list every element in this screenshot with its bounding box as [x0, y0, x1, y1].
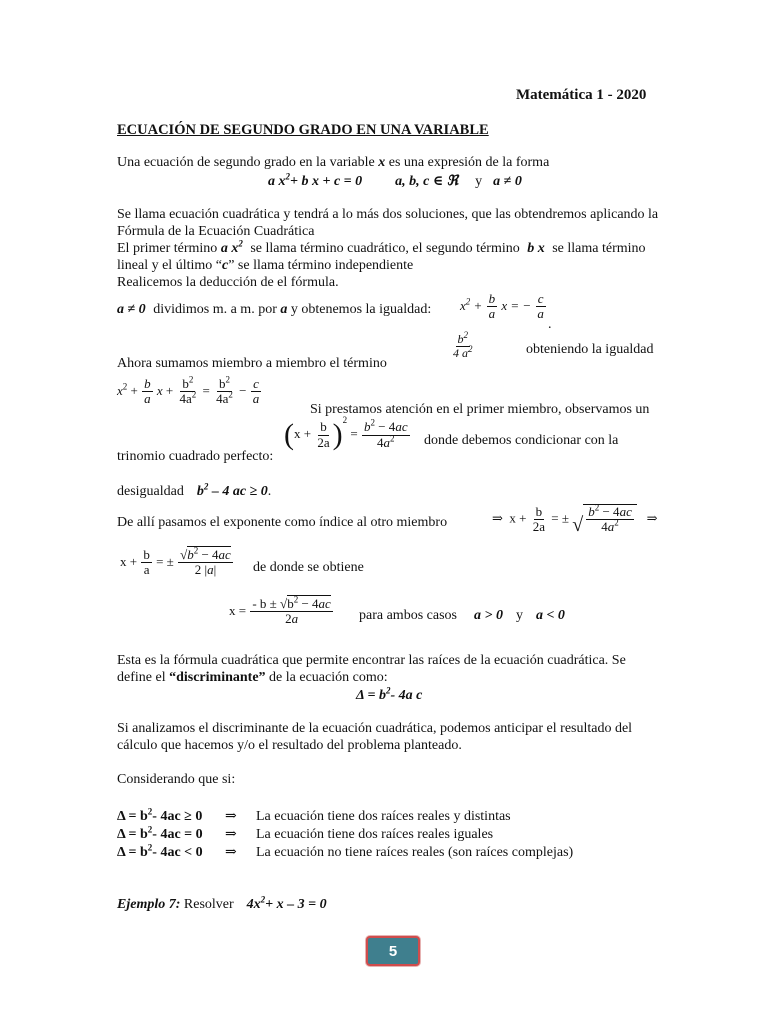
para3-line1: Si analizamos el discriminante de la ecuación cuadrática, podemos anticipar el resultado del [117, 721, 633, 736]
case-text: La ecuación tiene dos raíces reales iguales [256, 827, 494, 842]
para3-line2: cálculo que hacemos y/o el resultado del problema planteado. [117, 738, 462, 753]
deduction-step3: Si prestamos atención en el primer miembro, observamos un [310, 402, 650, 417]
case-item: $\Delta = b^2-$ 4ac < 0 [117, 842, 203, 860]
equation-divided: $x^2$ + $\frac{b}{a}$ x = − $\frac{c}{a}$ [460, 291, 544, 322]
para2-line1: Esta es la fórmula cuadrática que permite encontrar las raíces de la ecuación cuadrática. Se [117, 653, 626, 668]
case-text: La ecuación no tiene raíces reales (son raíces complejas) [256, 845, 574, 860]
course-header: Matemática 1 - 2020 [516, 87, 647, 103]
deduction-step6: De allí pasamos el exponente como índice al otro miembro [117, 515, 448, 530]
case-item: $\Delta = b^2-$ 4ac = 0 [117, 824, 203, 842]
discriminant-formula: $\Delta = b^2-$ 4a c [356, 685, 423, 703]
para2-line2: define el “discriminante” de la ecuación como: [117, 670, 388, 685]
example-7: Ejemplo 7: Resolver $4x^2+ x - 3 = 0$ [117, 894, 327, 912]
para1-line1: Se llama ecuación cuadrática y tendrá a lo más dos soluciones, que las obtendremos aplicando la [117, 207, 659, 222]
perfect-square-equation: (x + $\frac{b}{2a}$ )$^2$ = $\frac{b^2 - 4ac}{4a^2}$ [284, 415, 408, 451]
case-item: $\Delta = b^2-$ 4ac ≥ 0 [117, 806, 203, 824]
implies-icon: ⇒ [225, 827, 237, 842]
intro-line: Una ecuación de segundo grado en la variable x es una expresión de la forma [117, 155, 550, 170]
root-equation: ⇒ x + $\frac{b}{2a}$ = ± √ $\frac{b^2 - 4ac}{4a^2}$ ⇒ [492, 502, 658, 536]
para1-line2: Fórmula de la Ecuación Cuadrática [117, 224, 315, 239]
implies-icon: ⇒ [225, 845, 237, 860]
simplified-root-equation: x + $\frac{b}{a}$ = ± $\frac{√b^2 - 4ac}{2 |a|}$ [120, 545, 231, 578]
added-term: $\frac{b^2}{4 a^2}$ [453, 330, 473, 361]
quadratic-formula: x = $\frac{- b \pm √b^2 - 4ac}{2a}$ [229, 594, 331, 627]
page-title: ECUACIÓN DE SEGUNDO GRADO EN UNA VARIABLE [117, 122, 489, 138]
deduction-step2-end: obteniendo la igualdad [526, 342, 654, 357]
deduction-step1: a ≠ 0 dividimos m. a m. por a y obtenemos la igualdad: [117, 302, 432, 317]
deduction-step7: de donde se obtiene [253, 560, 364, 575]
case-text: La ecuación tiene dos raíces reales y distintas [256, 809, 511, 824]
implies-icon: ⇒ [225, 809, 237, 824]
deduction-step4-end: donde debemos condicionar con la [424, 433, 619, 448]
page-number-badge: 5 [366, 936, 420, 966]
general-form-formula: a $x^2+ b$ x + c = 0 a, b, c ∈ ℜ y a ≠ 0 [268, 171, 522, 189]
cases-intro: Considerando que si: [117, 772, 236, 787]
deduction-step2: Ahora sumamos miembro a miembro el término [117, 356, 387, 371]
equation-completed: $x^2$ + $\frac{b}{a}$ x + $\frac{b^2}{4a^2}$ = $\frac{b^2}{4a^2}$ − $\frac{c}{a}$ [117, 374, 260, 407]
deduction-step8: para ambos casos a > 0 y a < 0 [359, 608, 565, 623]
para1-line3: El primer término a $x^2$ se llama término cuadrático, el segundo término b x se llama término [117, 238, 646, 256]
para1-line4: lineal y el último “c” se llama término independiente [117, 258, 414, 273]
deduction-step4: trinomio cuadrado perfecto: [117, 449, 274, 464]
para1-line5: Realicemos la deducción de el fórmula. [117, 275, 339, 290]
deduction-step5: desigualdad $b^2 - 4$ ac ≥ 0. [117, 481, 272, 499]
